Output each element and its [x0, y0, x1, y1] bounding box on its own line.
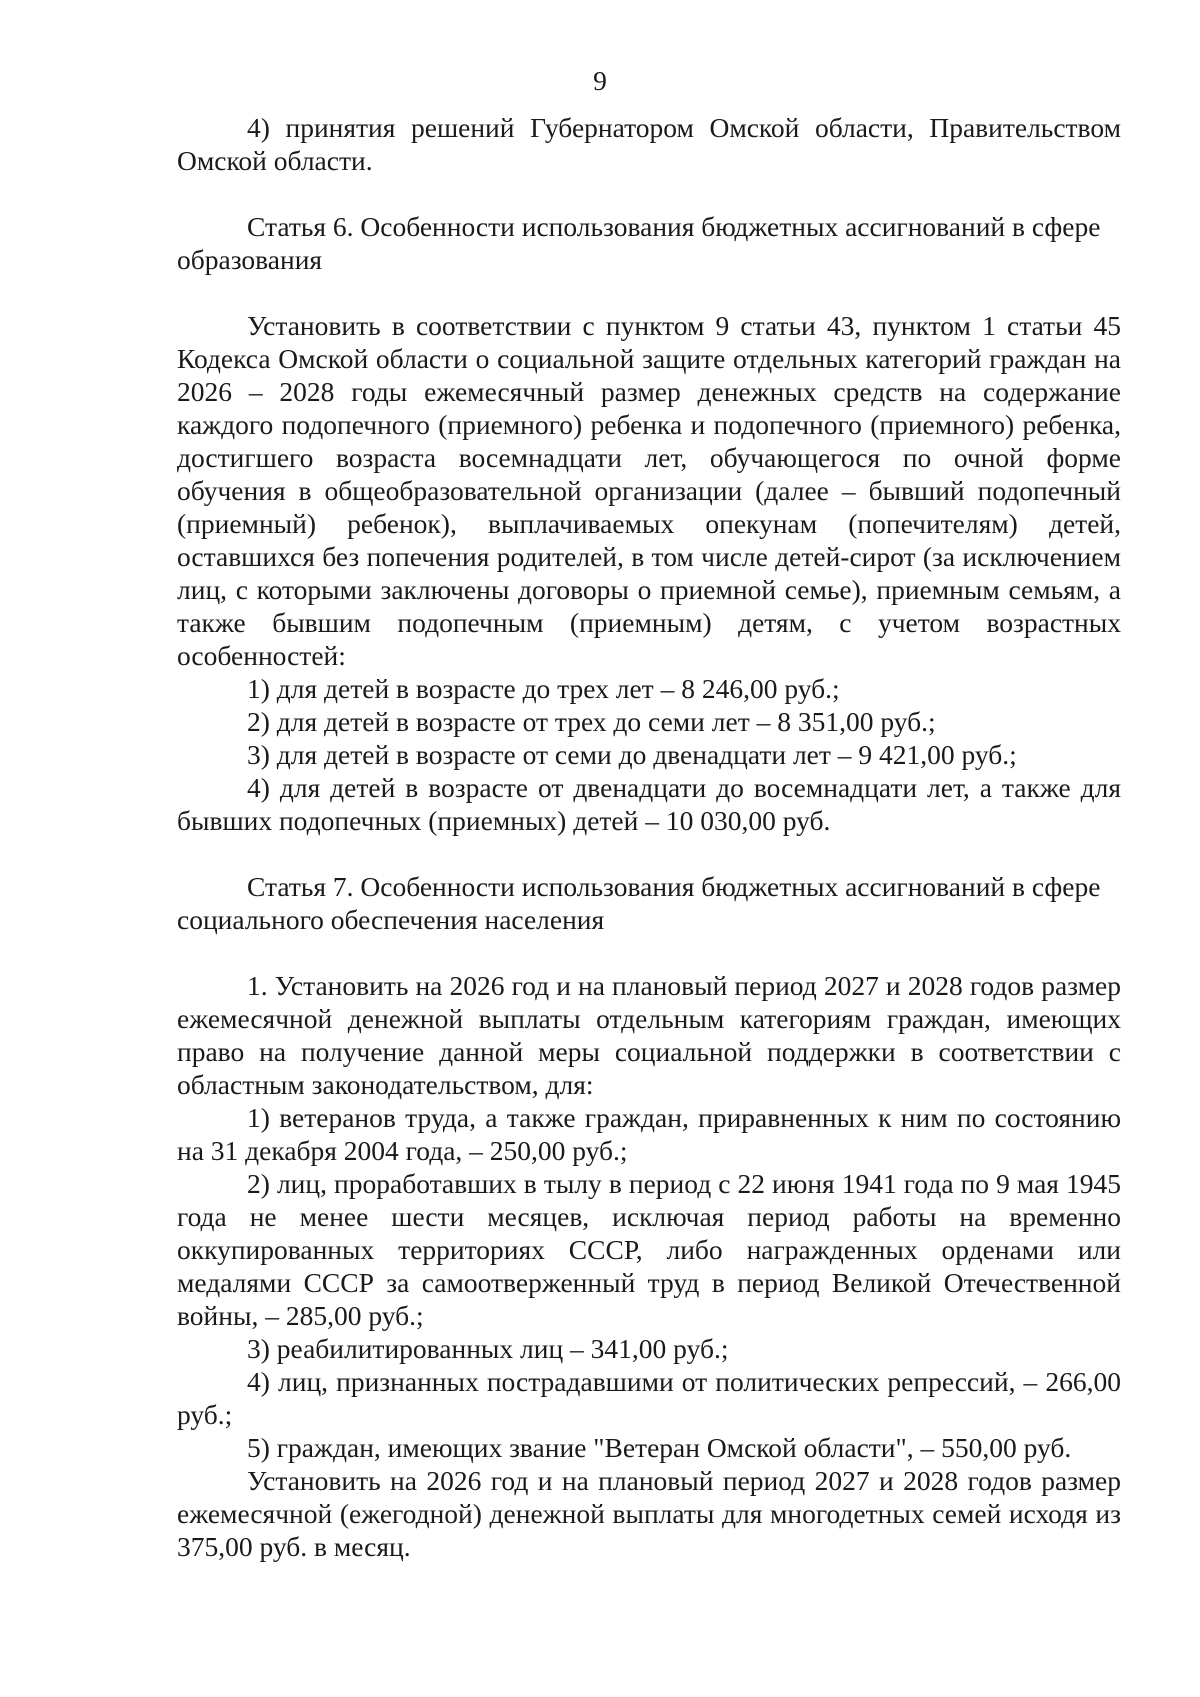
- article-6-lead: Установить в соответствии с пунктом 9 статьи 43, пунктом 1 статьи 45 Кодекса Омской области о социальной защите отдельных категорий граждан на 2026 – 2028 годы ежемесячный размер денежных средств на содержание каждого подопечного (приемного) ребенка и подопечного (приемного) ребенка, достигшего возраста восемнадцати лет, обучающегося по очной форме обучения в общеобразовательной организации (далее – бывший подопечный (приемный) ребенок), выплачиваемых опекунам (попечителям) детей, оставшихся без попечения родителей, в том числе детей-сирот (за исключением лиц, с которыми заключены договоры о приемной семье), приемным семьям, а также бывшим подопечным (приемным) детям, с учетом возрастных особенностей:: [177, 310, 1121, 671]
- article-6-title: Статья 6. Особенности использования бюджетных ассигнований в сфере образования: [177, 211, 1101, 275]
- article-7-item: 4) лиц, признанных пострадавшими от политических репрессий, – 266,00 руб.;: [177, 1366, 1121, 1430]
- page-number: 9: [593, 65, 607, 96]
- article-6-item: 2) для детей в возрасте от трех до семи лет – 8 351,00 руб.;: [247, 706, 936, 737]
- article-7-item: 2) лиц, проработавших в тылу в период с 22 июня 1941 года по 9 мая 1945 года не менее шести месяцев, исключая период работы на временно оккупированных территориях СССР, либо награжденных орденами или медалями СССР за самоотверженный труд в период Великой Отечественной войны, – 285,00 руб.;: [177, 1168, 1121, 1331]
- article-7-item: 1) ветеранов труда, а также граждан, приравненных к ним по состоянию на 31 декабря 2004 года, – 250,00 руб.;: [177, 1102, 1121, 1166]
- article-6-item: 4) для детей в возрасте от двенадцати до восемнадцати лет, а также для бывших подопечных (приемных) детей – 10 030,00 руб.: [177, 772, 1121, 836]
- intro-list-item: 4) принятия решений Губернатором Омской области, Правительством Омской области.: [177, 112, 1121, 176]
- article-7-item: 5) граждан, имеющих звание "Ветеран Омской области", – 550,00 руб.: [247, 1432, 1072, 1463]
- article-6-item: 1) для детей в возрасте до трех лет – 8 246,00 руб.;: [247, 673, 840, 704]
- document-body: [177, 111, 1121, 1563]
- article-7-lead: 1. Установить на 2026 год и на плановый период 2027 и 2028 годов размер ежемесячной денежной выплаты отдельным категориям граждан, имеющих право на получение данной меры социальной поддержки в соответствии с областным законодательством, для:: [177, 970, 1121, 1100]
- article-6-item: 3) для детей в возрасте от семи до двенадцати лет – 9 421,00 руб.;: [247, 739, 1017, 770]
- article-7-title: Статья 7. Особенности использования бюджетных ассигнований в сфере социального обеспечения населения: [177, 871, 1101, 935]
- article-7-closing: Установить на 2026 год и на плановый период 2027 и 2028 годов размер ежемесячной (ежегодной) денежной выплаты для многодетных семей исходя из 375,00 руб. в месяц.: [177, 1465, 1121, 1562]
- article-7-item: 3) реабилитированных лиц – 341,00 руб.;: [247, 1333, 729, 1364]
